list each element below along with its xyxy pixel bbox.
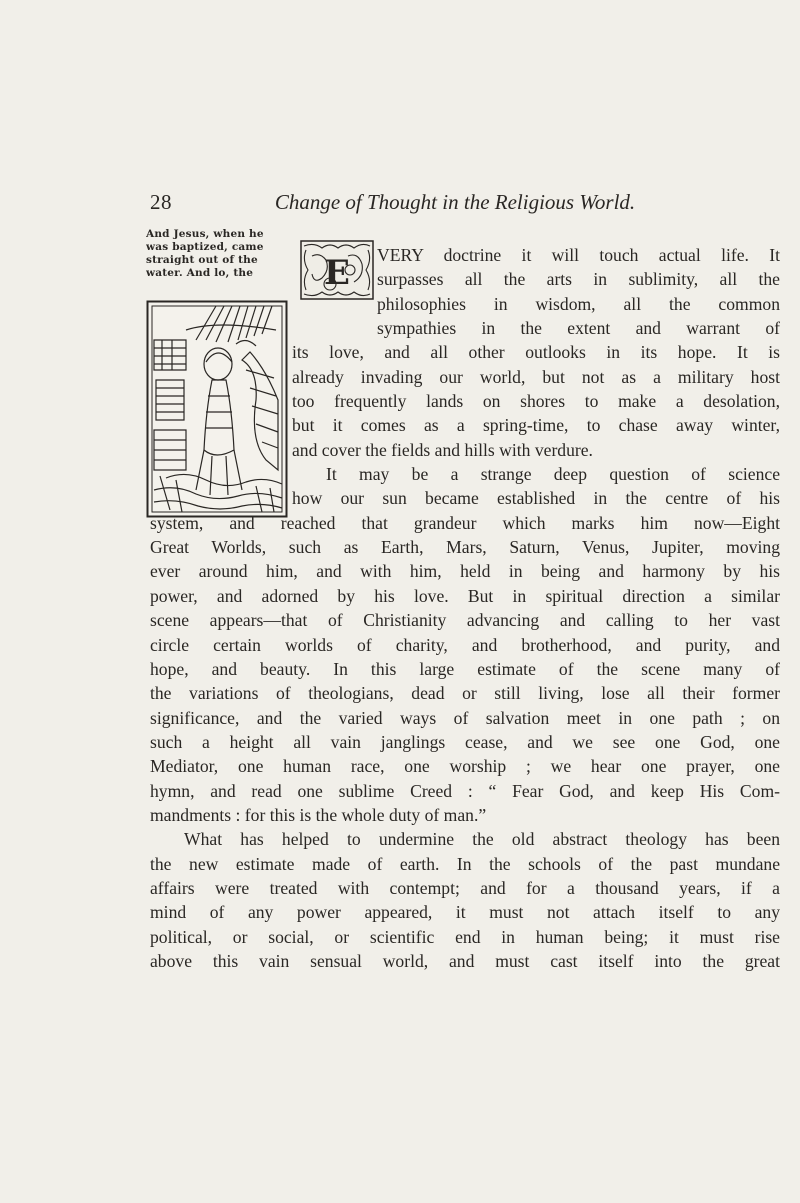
page-header [150, 190, 760, 220]
woodcut-caption-line: straight out of the [146, 254, 258, 266]
text-line: ever around him, and with him, held in being and harmony by his [150, 561, 780, 582]
text-line: the variations of theologians, dead or still living, lose all their former [150, 683, 780, 704]
woodcut-caption-line: And Jesus, when he [146, 228, 264, 240]
text-line: VERY doctrine it will touch actual life. It [377, 245, 780, 265]
text-line: its love, and all other outlooks in its hope. It is [292, 342, 780, 363]
running-title: Change of Thought in the Religious World. [274, 190, 636, 214]
text-line: power, and adorned by his love. But in spiritual direction a similar [150, 585, 780, 606]
text-line: Great Worlds, such as Earth, Mars, Saturn, Venus, Jupiter, moving [150, 537, 780, 558]
text-line: affairs were treated with contempt; and for a thousand years, if a [150, 877, 780, 898]
text-line: but it comes as a spring-time, to chase away winter, [292, 415, 780, 436]
text-line: circle certain worlds of charity, and brotherhood, and purity, and [150, 634, 780, 655]
text-line: philosophies in wisdom, all the common [377, 293, 780, 314]
text-line: significance, and the varied ways of salvation meet in one path ; on [150, 707, 780, 728]
text-line: surpasses all the arts in sublimity, all the [377, 269, 780, 290]
text-line: hope, and beauty. In this large estimate of the scene many of [150, 658, 780, 679]
text-line: scene appears—that of Christianity advancing and calling to her vast [150, 610, 780, 631]
text-line: too frequently lands on shores to make a desolation, [292, 391, 780, 412]
text-line: already invading our world, but not as a military host [292, 366, 780, 387]
text-line: how our sun became established in the centre of his [292, 488, 780, 509]
text-line: the new estimate made of earth. In the schools of the past mundane [150, 853, 780, 874]
text-line: hymn, and read one sublime Creed : “ Fear God, and keep His Com- [150, 780, 780, 801]
drop-cap-letter: E [324, 253, 350, 293]
text-line: mandments : for this is the whole duty of man.” [150, 804, 487, 825]
woodcut-caption-line: was baptized, came [146, 241, 264, 253]
text-line: It may be a strange deep question of science [326, 464, 780, 485]
text-line: and cover the fields and hills with verdure. [292, 439, 593, 460]
text-line: political, or social, or scientific end in human being; it must rise [150, 926, 780, 947]
body-text [150, 243, 780, 973]
text-line: Mediator, one human race, one worship ; we hear one prayer, one [150, 756, 780, 777]
text-line: sympathies in the extent and warrant of [377, 318, 780, 339]
text-line: mind of any power appeared, it must not attach itself to any [150, 902, 780, 923]
page-number: 28 [150, 190, 172, 214]
text-line: What has helped to undermine the old abstract theology has been [184, 829, 780, 850]
woodcut-caption-line: water. And lo, the [146, 267, 254, 279]
text-line: above this vain sensual world, and must cast itself into the great [150, 950, 780, 971]
text-line: such a height all vain janglings cease, and we see one God, one [150, 731, 780, 752]
text-line: system, and reached that grandeur which marks him now—Eight [150, 512, 780, 533]
